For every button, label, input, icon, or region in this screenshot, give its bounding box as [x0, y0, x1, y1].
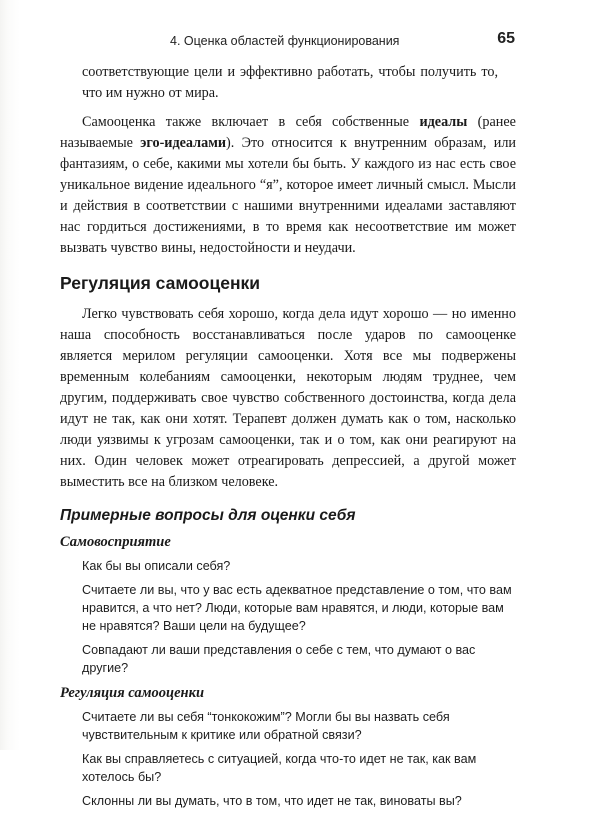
paragraph-ideals-text-1: Самооценка также включает в себя собственные [82, 114, 420, 130]
term-ego-ideals: эго-идеалами [140, 135, 227, 151]
question-item: Совпадают ли ваши представления о себе с тем, что думают о вас другие? [82, 643, 476, 675]
page-number: 65 [497, 30, 515, 47]
question-item: Считаете ли вы себя “тонкокожим”? Могли бы вы назвать себя чувствительным к критике или обратной связи? [82, 710, 450, 742]
paragraph-regulation: Легко чувствовать себя хорошо, когда дела идут хорошо — но именно наша способность восстанавливаться после ударов по самооценке является мерилом регуляции самооценки. Хотя все мы подвержены временным колебаниям самооценки, некоторым людям труднее, чем другим, поддерживать свое чувство собственного достоинства, когда дела идут не так, как они хотят. Терапевт должен думать как о том, насколько люди уязвимы к угрозам самооценки, так и о том, как они реагируют на них. Один человек может отреагировать депрессией, а другой может выместить все на близком человеке. [60, 306, 516, 490]
paragraph-ideals-text-3: ). Это относится к внутренним образам, или фантазиям, о себе, какими мы хотели бы быть. У каждого из нас есть свое уникальное видение идеального “я”, которое имеет личный смысл. Мысли и действия в соответствии с нашими внутренними идеалами заставляют нас гордиться достижениями, в то время как несоответствие им может вызвать чувство вины, недостойности и неудачи. [60, 135, 516, 256]
question-group-heading-regulation: Регуляция самооценки [60, 685, 205, 701]
question-group-heading-self-perception: Самовосприятие [60, 534, 171, 550]
paragraph-ideals-text-2: (ранее называемые [60, 114, 516, 151]
questions-heading: Примерные вопросы для оценки себя [60, 507, 356, 524]
running-head [60, 32, 515, 52]
page-content [60, 62, 516, 816]
question-item: Как бы вы описали себя? [82, 559, 231, 573]
section-heading: Регуляция самооценки [60, 273, 261, 293]
paragraph-ideals [60, 112, 516, 259]
question-item: Считаете ли вы, что у вас есть адекватное представление о том, что вам нравится, а что нет? Люди, которые вам нравятся, и люди, которые вам не нравятся? Ваши цели на будущее? [82, 583, 512, 633]
paragraph-continuation: соответствующие цели и эффективно работать, чтобы получить то, что им нужно от мира. [82, 64, 498, 101]
chapter-title: 4. Оценка областей функционирования [170, 34, 400, 48]
term-ideals: идеалы [419, 114, 468, 130]
question-item: Склонны ли вы думать, что в том, что идет не так, виноваты вы? [82, 794, 462, 808]
question-item: Как вы справляетесь с ситуацией, когда что-то идет не так, как вам хотелось бы? [82, 752, 477, 784]
